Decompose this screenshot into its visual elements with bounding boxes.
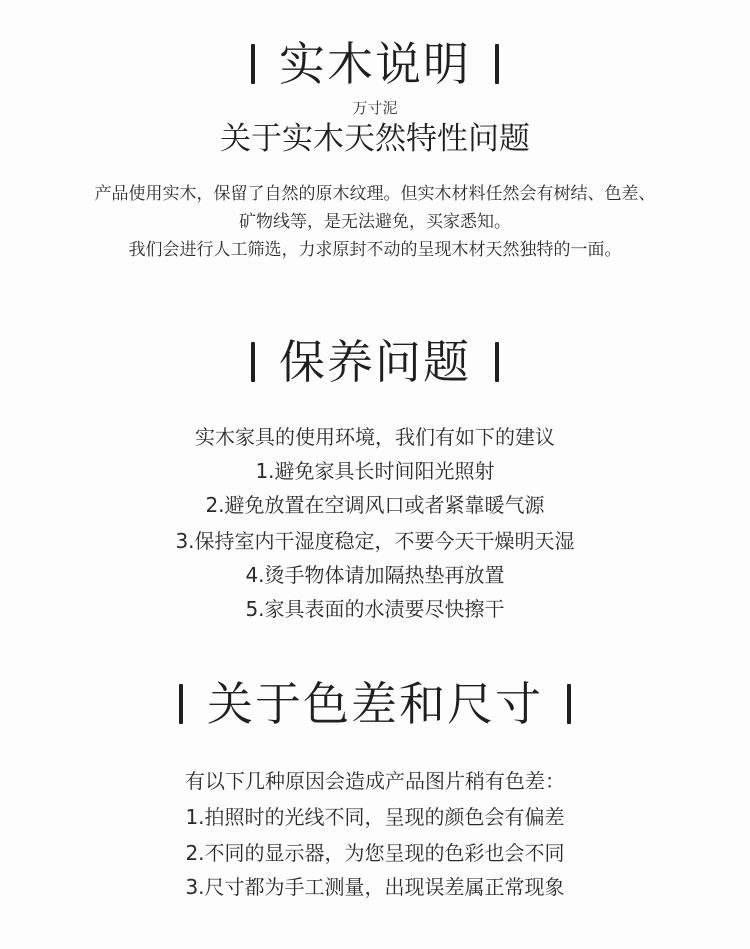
- heading-text: 关于色差和尺寸: [207, 677, 543, 731]
- list-item: 1.拍照时的光线不同，呈现的颜色会有偏差: [185, 805, 565, 829]
- section-heading-care: [0, 332, 750, 392]
- list-item: 2.避免放置在空调风口或者紧靠暖气源: [205, 493, 545, 517]
- heading-bar-left: [251, 342, 255, 382]
- list-item: 4.烫手物体请加隔热垫再放置: [245, 563, 505, 587]
- heading-text: 实木说明: [279, 37, 471, 91]
- care-intro: 实木家具的使用环境，我们有如下的建议: [195, 425, 555, 449]
- heading-bar-left: [179, 684, 183, 724]
- list-item: 3.保持室内干湿度稳定，不要今天干燥明天湿: [175, 529, 575, 553]
- paragraph-line: 产品使用实木，保留了自然的原木纹理。但实木材料任然会有树结、色差、: [94, 184, 656, 204]
- heading-bar-left: [251, 44, 255, 84]
- section-heading-color-size: [0, 674, 750, 734]
- heading-bar-right: [495, 44, 499, 84]
- heading-text: 保养问题: [279, 335, 471, 389]
- section-heading-wood: [0, 34, 750, 94]
- list-item: 1.避免家具长时间阳光照射: [255, 459, 495, 483]
- heading-bar-right: [495, 342, 499, 382]
- section-subtitle: 关于实木天然特性问题: [220, 121, 530, 157]
- color-size-intro: 有以下几种原因会造成产品图片稍有色差：: [185, 769, 565, 793]
- paragraph-line: 矿物线等，是无法避免，买家悉知。: [239, 212, 511, 232]
- heading-bar-right: [567, 684, 571, 724]
- brand-name: 万寸泥: [352, 99, 398, 117]
- list-item: 3.尺寸都为手工测量，出现误差属正常现象: [185, 875, 565, 899]
- list-item: 2.不同的显示器，为您呈现的色彩也会不同: [185, 841, 565, 865]
- paragraph-line: 我们会进行人工筛选，力求原封不动的呈现木材天然独特的一面。: [128, 240, 622, 260]
- list-item: 5.家具表面的水渍要尽快擦干: [245, 597, 505, 621]
